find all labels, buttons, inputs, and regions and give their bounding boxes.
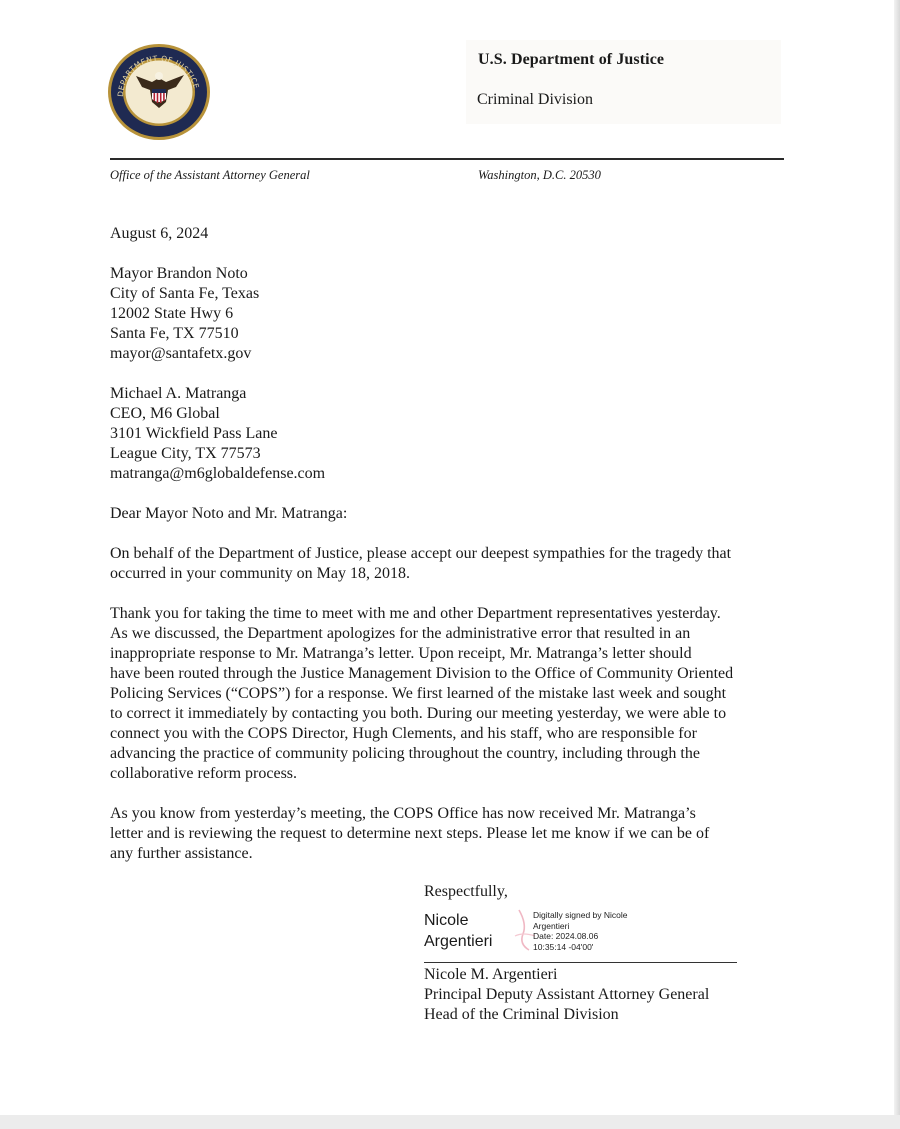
address-line: 12002 State Hwy 6 [110, 305, 234, 322]
text-line: advancing the practice of community policing throughout the country, including through the [110, 745, 700, 762]
letter-date: August 6, 2024 [110, 225, 209, 242]
text-line: collaborative reform process. [110, 765, 298, 782]
paragraph-3 [110, 804, 800, 864]
signature-rule [424, 962, 737, 963]
text-line: have been routed through the Justice Management Division to the Office of Community Oriented [110, 665, 734, 682]
address-email: mayor@santafetx.gov [110, 345, 252, 362]
text-line: any further assistance. [110, 845, 253, 862]
closing: Respectfully, [424, 883, 508, 900]
svg-text:★ ★ ★: ★ ★ ★ [150, 117, 168, 123]
paragraph-2 [110, 604, 800, 784]
text-line: On behalf of the Department of Justice, please accept our deepest sympathies for the tragedy that [110, 545, 732, 562]
address-line: City of Santa Fe, Texas [110, 285, 260, 302]
address-line: Michael A. Matranga [110, 385, 247, 402]
text-line: letter and is reviewing the request to determine next steps. Please let me know if we can be of [110, 825, 710, 842]
office-city: Washington, D.C. 20530 [478, 168, 601, 182]
text-line: to correct it immediately by contacting you both. During our meeting yesterday, we were able to [110, 705, 727, 722]
division-name: Criminal Division [477, 91, 593, 108]
signature-meta-line: 10:35:14 -04'00' [533, 941, 594, 952]
signer-name: Nicole M. Argentieri [424, 966, 558, 983]
signature-meta-line: Argentieri [533, 920, 570, 931]
paragraph-1 [110, 544, 800, 584]
text-line: occurred in your community on May 18, 2018. [110, 565, 410, 582]
text-line: Policing Services (“COPS”) for a response. We first learned of the mistake last week and sought [110, 685, 727, 702]
address-line: League City, TX 77573 [110, 445, 261, 462]
text-line: As we discussed, the Department apologizes for the administrative error that resulted in an [110, 625, 691, 642]
digital-signature-name [424, 910, 492, 952]
recipient-address-1 [110, 264, 800, 364]
page-edge-bottom [0, 1115, 900, 1129]
department-title: U.S. Department of Justice [478, 51, 665, 68]
doj-seal-icon [106, 42, 212, 142]
signer-role: Head of the Criminal Division [424, 1006, 619, 1023]
address-line: Santa Fe, TX 77510 [110, 325, 239, 342]
page-edge-right [894, 0, 900, 1129]
signature-meta-line: Date: 2024.08.06 [533, 931, 599, 941]
signature-last-name: Argentieri [424, 933, 493, 950]
signature-first-name: Nicole [424, 912, 469, 929]
address-email: matranga@m6globaldefense.com [110, 465, 326, 482]
signer-block [424, 965, 709, 1025]
signature-meta-line: Digitally signed by Nicole [533, 910, 628, 920]
address-line: CEO, M6 Global [110, 405, 220, 422]
address-line: 3101 Wickfield Pass Lane [110, 425, 278, 442]
text-line: Thank you for taking the time to meet with me and other Department representatives yesterday. [110, 605, 721, 622]
text-line: inappropriate response to Mr. Matranga’s letter. Upon receipt, Mr. Matranga’s letter should [110, 645, 692, 662]
office-name: Office of the Assistant Attorney General [110, 168, 310, 182]
signer-title: Principal Deputy Assistant Attorney General [424, 986, 710, 1003]
digital-signature-details [533, 910, 628, 952]
recipient-address-2 [110, 384, 800, 484]
text-line: As you know from yesterday’s meeting, the COPS Office has now received Mr. Matranga’s [110, 805, 696, 822]
letterhead-rule [110, 158, 784, 160]
address-line: Mayor Brandon Noto [110, 265, 248, 282]
text-line: connect you with the COPS Director, Hugh Clements, and his staff, who are responsible for [110, 725, 697, 742]
salutation: Dear Mayor Noto and Mr. Matranga: [110, 505, 348, 522]
letter-body [110, 224, 800, 884]
seal-text: DEPARTMENT OF JUSTICE [115, 53, 202, 98]
